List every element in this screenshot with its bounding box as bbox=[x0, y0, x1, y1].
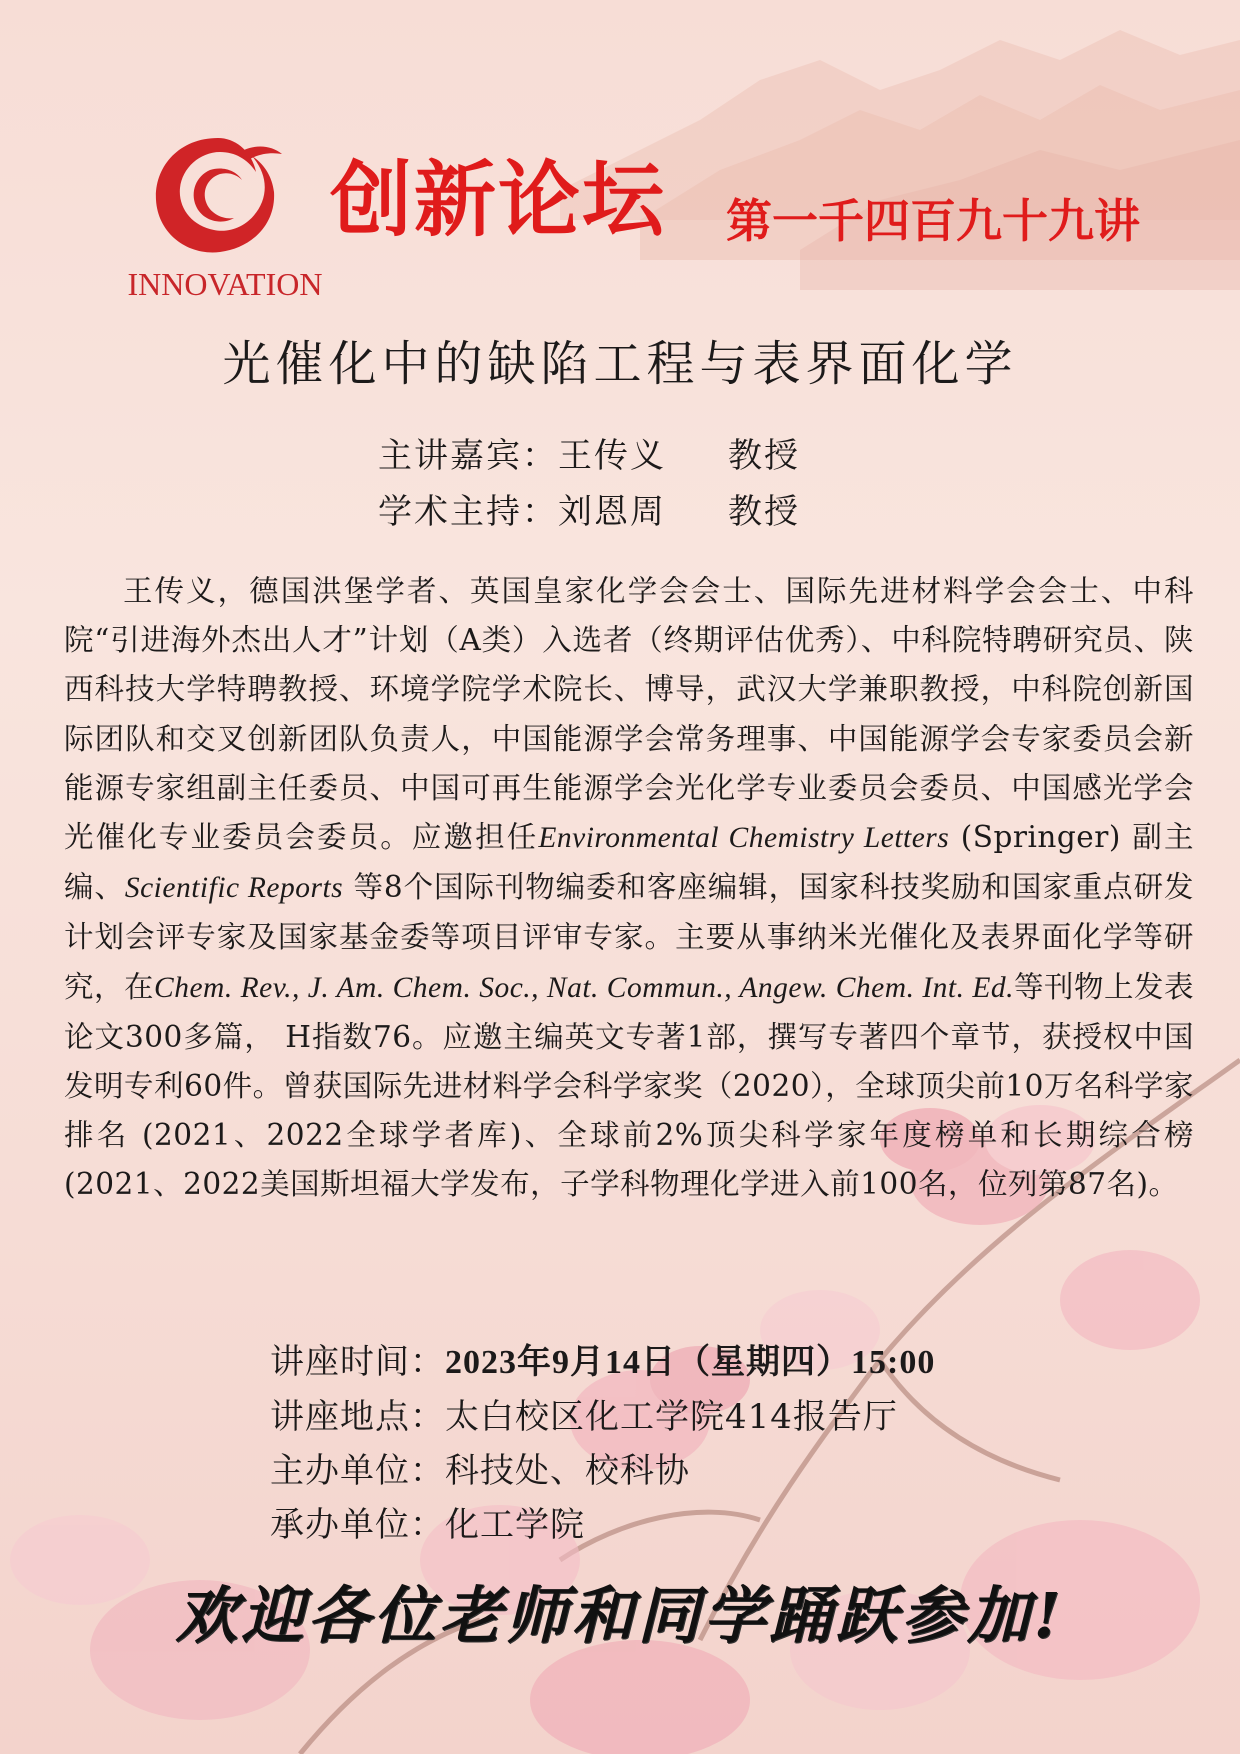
organizer-value: 科技处、校科协 bbox=[445, 1451, 690, 1491]
speaker-label: 主讲嘉宾： bbox=[378, 436, 558, 476]
undertaker-label: 承办单位： bbox=[270, 1505, 445, 1545]
speaker-role: 教授 bbox=[728, 436, 800, 476]
speaker-biography bbox=[64, 567, 1194, 1210]
speaker-name: 王传义 bbox=[558, 436, 666, 476]
host-name: 刘恩周 bbox=[558, 492, 666, 532]
host-label: 学术主持： bbox=[378, 492, 558, 532]
organizer-row bbox=[270, 1444, 935, 1498]
bio-text-4: 等刊物上发表论文300多篇， H指数76。应邀主编英文专著1部，撰写专著四个章节，获授权中国发明专利60件。曾获国际先进材料学会科学家奖（2020），全球顶尖前10万名科学家排名 (2021、2022全球学者库)、全球前2%顶尖科学家年度榜单和长期综合榜 (2021、2022美国斯坦福大学发布，子学科物理化学进入前100名，位列第87名)。 bbox=[64, 969, 1195, 1202]
lecture-info bbox=[270, 1335, 935, 1552]
welcome-slogan: 欢迎各位老师和同学踊跃参加! bbox=[175, 1579, 1065, 1652]
journal-list: Chem. Rev., J. Am. Chem. Soc., Nat. Commun., Angew. Chem. Int. Ed. bbox=[154, 971, 1014, 1004]
lecture-place-row bbox=[270, 1390, 935, 1444]
talk-title: 光催化中的缺陷工程与表界面化学 bbox=[222, 336, 1018, 392]
undertaker-row bbox=[270, 1498, 935, 1552]
bio-text-1: 王传义，德国洪堡学者、英国皇家化学会会士、国际先进材料学会会士、中科院“引进海外杰出人才”计划（A类）入选者（终期评估优秀）、中科院特聘研究员、陕西科技大学特聘教授、环境学院学术院长、博导，武汉大学兼职教授，中科院创新国际团队和交叉创新团队负责人，中国能源学会常务理事、中国能源学会专家委员会新能源专家组副主任委员、中国可再生能源学会光化学专业委员会委员、中国感光学会光催化专业委员会委员。应邀担任 bbox=[64, 574, 1194, 855]
lecture-time-label: 讲座时间： bbox=[270, 1342, 445, 1382]
lecture-time-value: 2023年9月14日（星期四）15:00 bbox=[445, 1344, 936, 1381]
innovation-swirl-icon bbox=[148, 130, 288, 260]
organizer-label: 主办单位： bbox=[270, 1451, 445, 1491]
logo-text: INNOVATION bbox=[127, 266, 323, 302]
lecture-number: 第一千四百九十九讲 bbox=[726, 194, 1140, 248]
bio-text-2: (Springer) 副主编、 bbox=[64, 820, 1194, 905]
lecture-time-row bbox=[270, 1335, 935, 1390]
lecture-place-value: 太白校区化工学院414报告厅 bbox=[445, 1397, 898, 1437]
host-role: 教授 bbox=[728, 492, 800, 532]
speaker-row bbox=[378, 428, 800, 484]
innovation-logo bbox=[110, 130, 340, 310]
undertaker-value: 化工学院 bbox=[445, 1505, 585, 1545]
forum-title: 创新论坛 bbox=[330, 153, 667, 248]
host-row bbox=[378, 484, 800, 540]
speaker-block bbox=[378, 428, 800, 540]
lecture-place-label: 讲座地点： bbox=[270, 1397, 445, 1437]
journal-name: Environmental Chemistry Letters bbox=[538, 822, 950, 855]
bio-text-3: 等8个国际刊物编委和客座编辑，国家科技奖励和国家重点研发计划会评专家及国家基金委等项目评审专家。主要从事纳米光催化及表界面化学等研究，在 bbox=[64, 870, 1194, 1004]
journal-name: Scientific Reports bbox=[124, 872, 344, 905]
